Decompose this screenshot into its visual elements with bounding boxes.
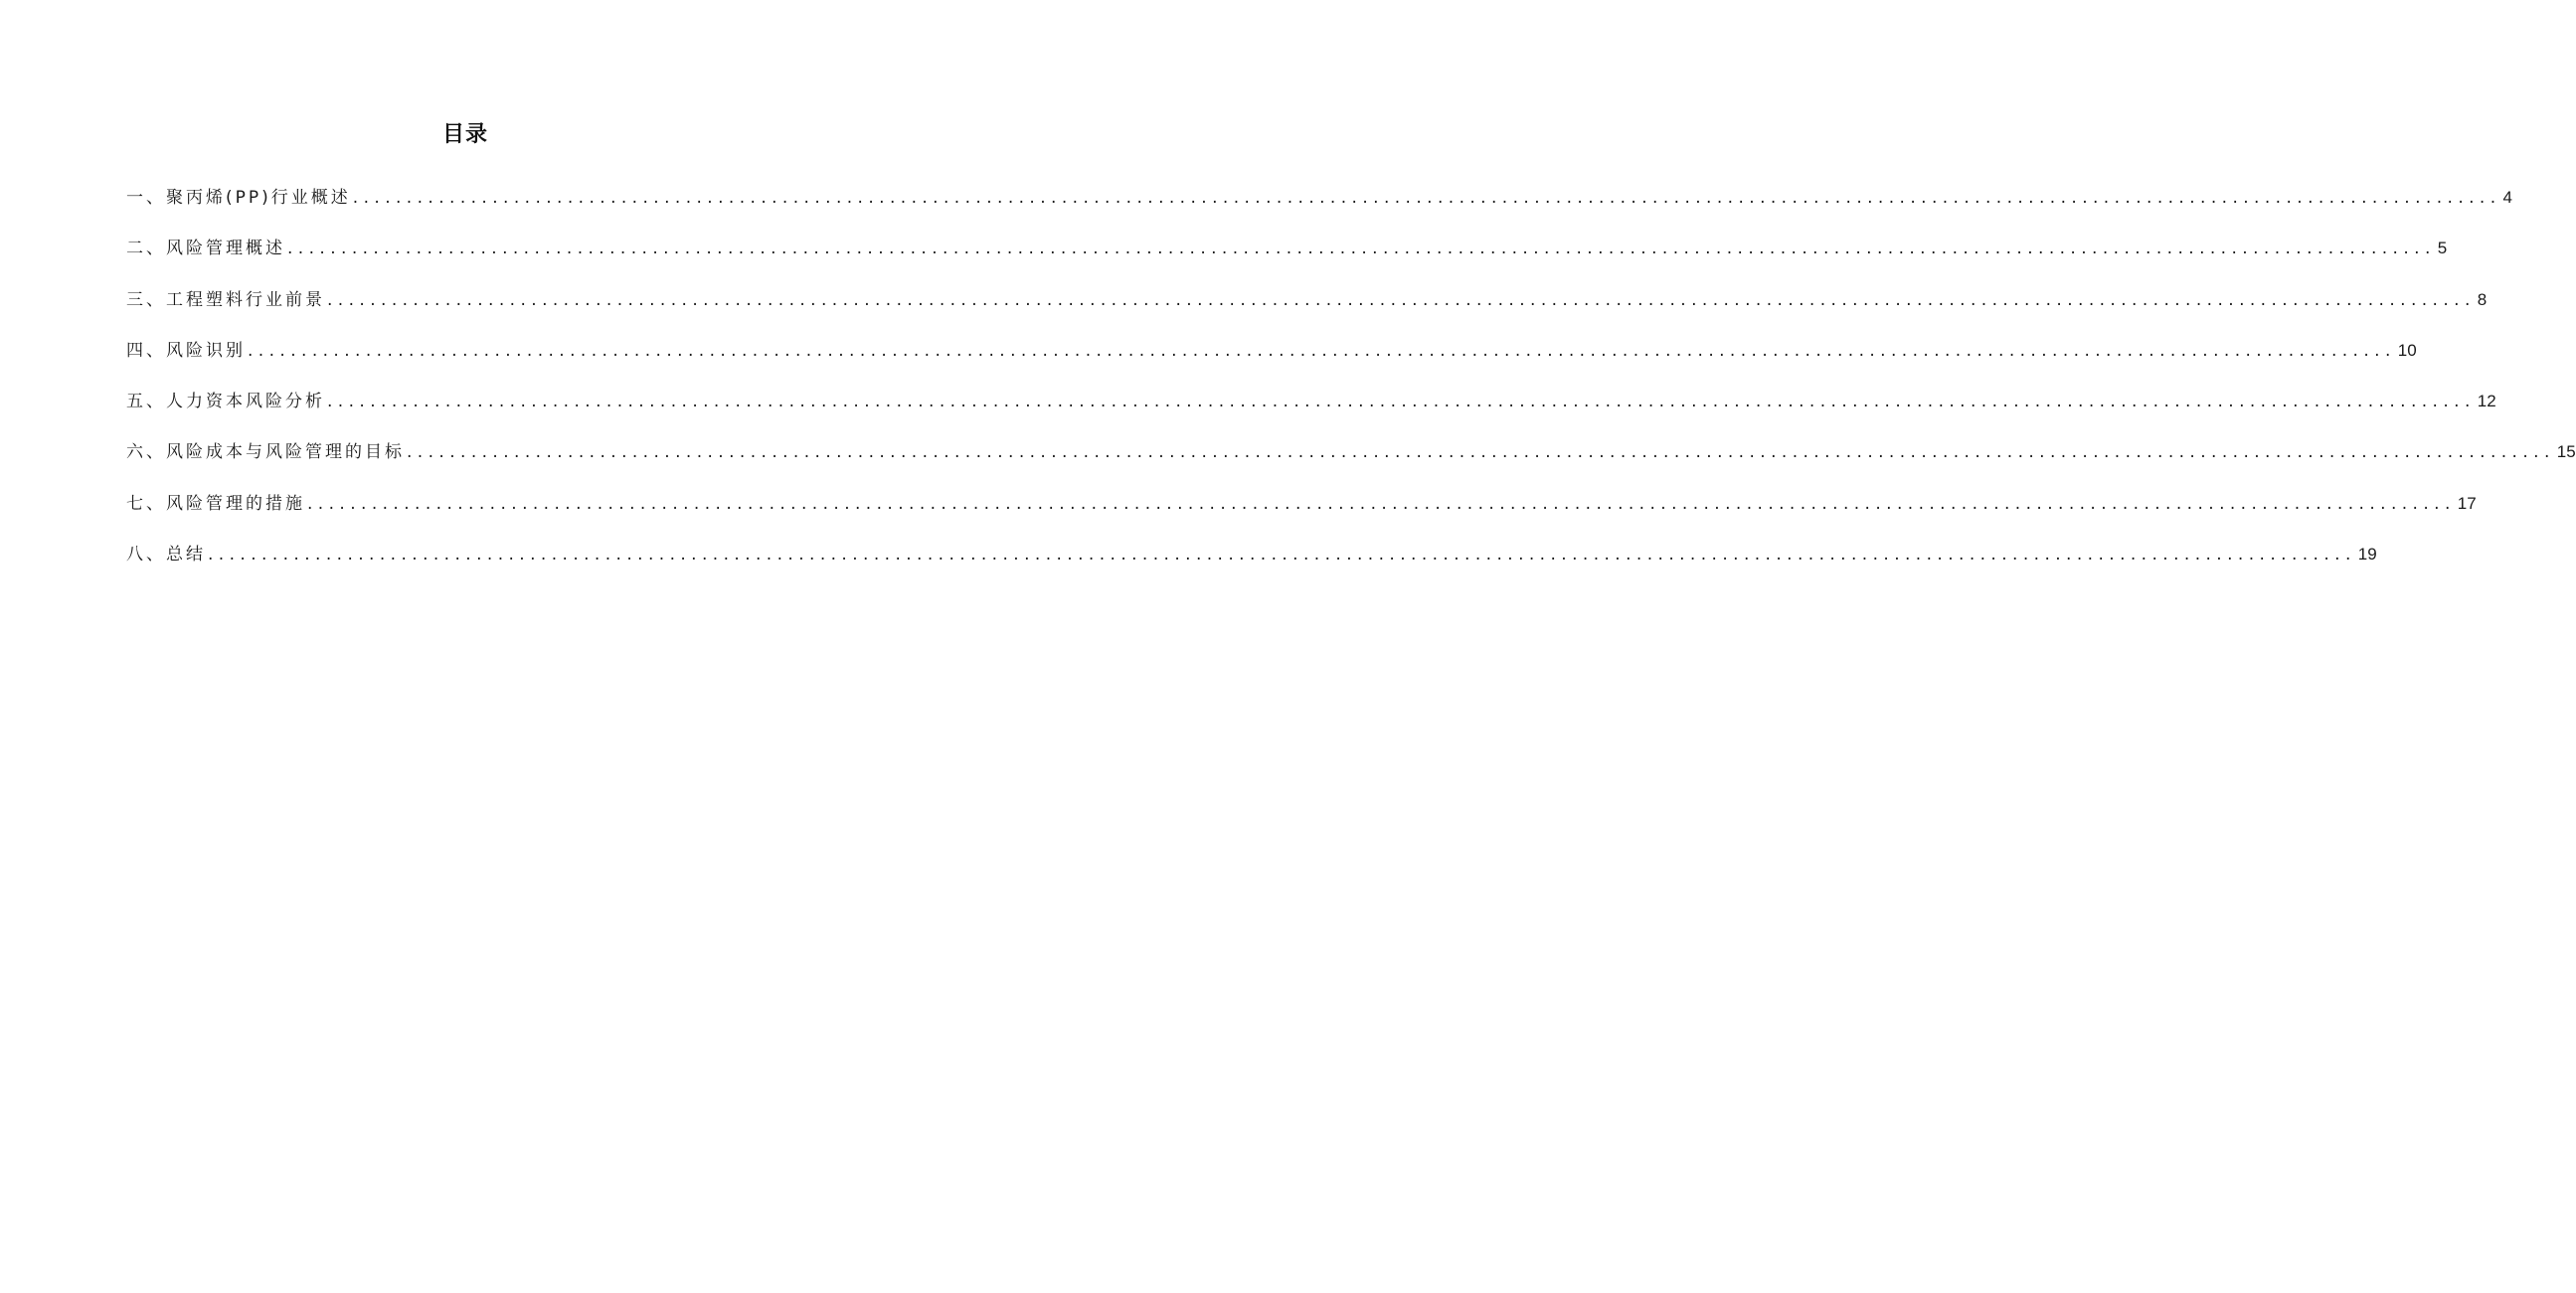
toc-entry-label: 五、人力资本风险分析 [126, 392, 325, 412]
toc-entry-label: 六、风险成本与风险管理的目标 [126, 442, 405, 463]
toc-entry-page: 10 [2397, 340, 2417, 360]
toc-entry-page: 8 [2477, 289, 2488, 309]
toc-dot-leader: ........................................................................................................................................................................................................ [327, 289, 2476, 310]
toc-list [126, 183, 2576, 590]
toc-entry-label: 七、风险管理的措施 [126, 493, 305, 514]
toc-entry[interactable] [126, 234, 2448, 284]
toc-dot-leader: ........................................................................................................................................................................................................ [208, 545, 2356, 566]
toc-entry-label: 八、总结 [126, 545, 206, 566]
toc-entry[interactable] [126, 285, 2488, 336]
toc-entry[interactable] [126, 336, 2417, 387]
toc-entry-label: 一、聚丙烯(PP)行业概述 [126, 188, 351, 208]
toc-entry[interactable] [126, 183, 2513, 234]
toc-dot-leader: ........................................................................................................................................................................................................ [307, 493, 2456, 514]
toc-dot-leader: ........................................................................................................................................................................................................ [287, 239, 2436, 259]
toc-title: 目录 [441, 122, 488, 147]
toc-entry-label: 二、风险管理概述 [126, 239, 285, 259]
toc-entry[interactable] [126, 387, 2496, 437]
toc-entry-page: 5 [2437, 239, 2448, 258]
toc-entry-page: 15 [2556, 442, 2576, 462]
toc-entry-label: 三、工程塑料行业前景 [126, 289, 325, 310]
toc-entry-page: 19 [2357, 545, 2377, 565]
toc-entry[interactable] [126, 540, 2377, 590]
toc-dot-leader: ........................................................................................................................................................................................................ [248, 340, 2396, 361]
toc-dot-leader: ........................................................................................................................................................................................................ [352, 188, 2501, 208]
toc-entry[interactable] [126, 489, 2477, 540]
toc-dot-leader: ........................................................................................................................................................................................................ [407, 442, 2555, 463]
toc-entry-page: 4 [2502, 188, 2513, 207]
toc-dot-leader: ........................................................................................................................................................................................................ [327, 392, 2476, 412]
toc-entry-page: 17 [2457, 493, 2477, 513]
toc-entry-page: 12 [2477, 392, 2496, 411]
toc-entry[interactable] [126, 437, 2576, 488]
toc-entry-label: 四、风险识别 [126, 340, 246, 361]
